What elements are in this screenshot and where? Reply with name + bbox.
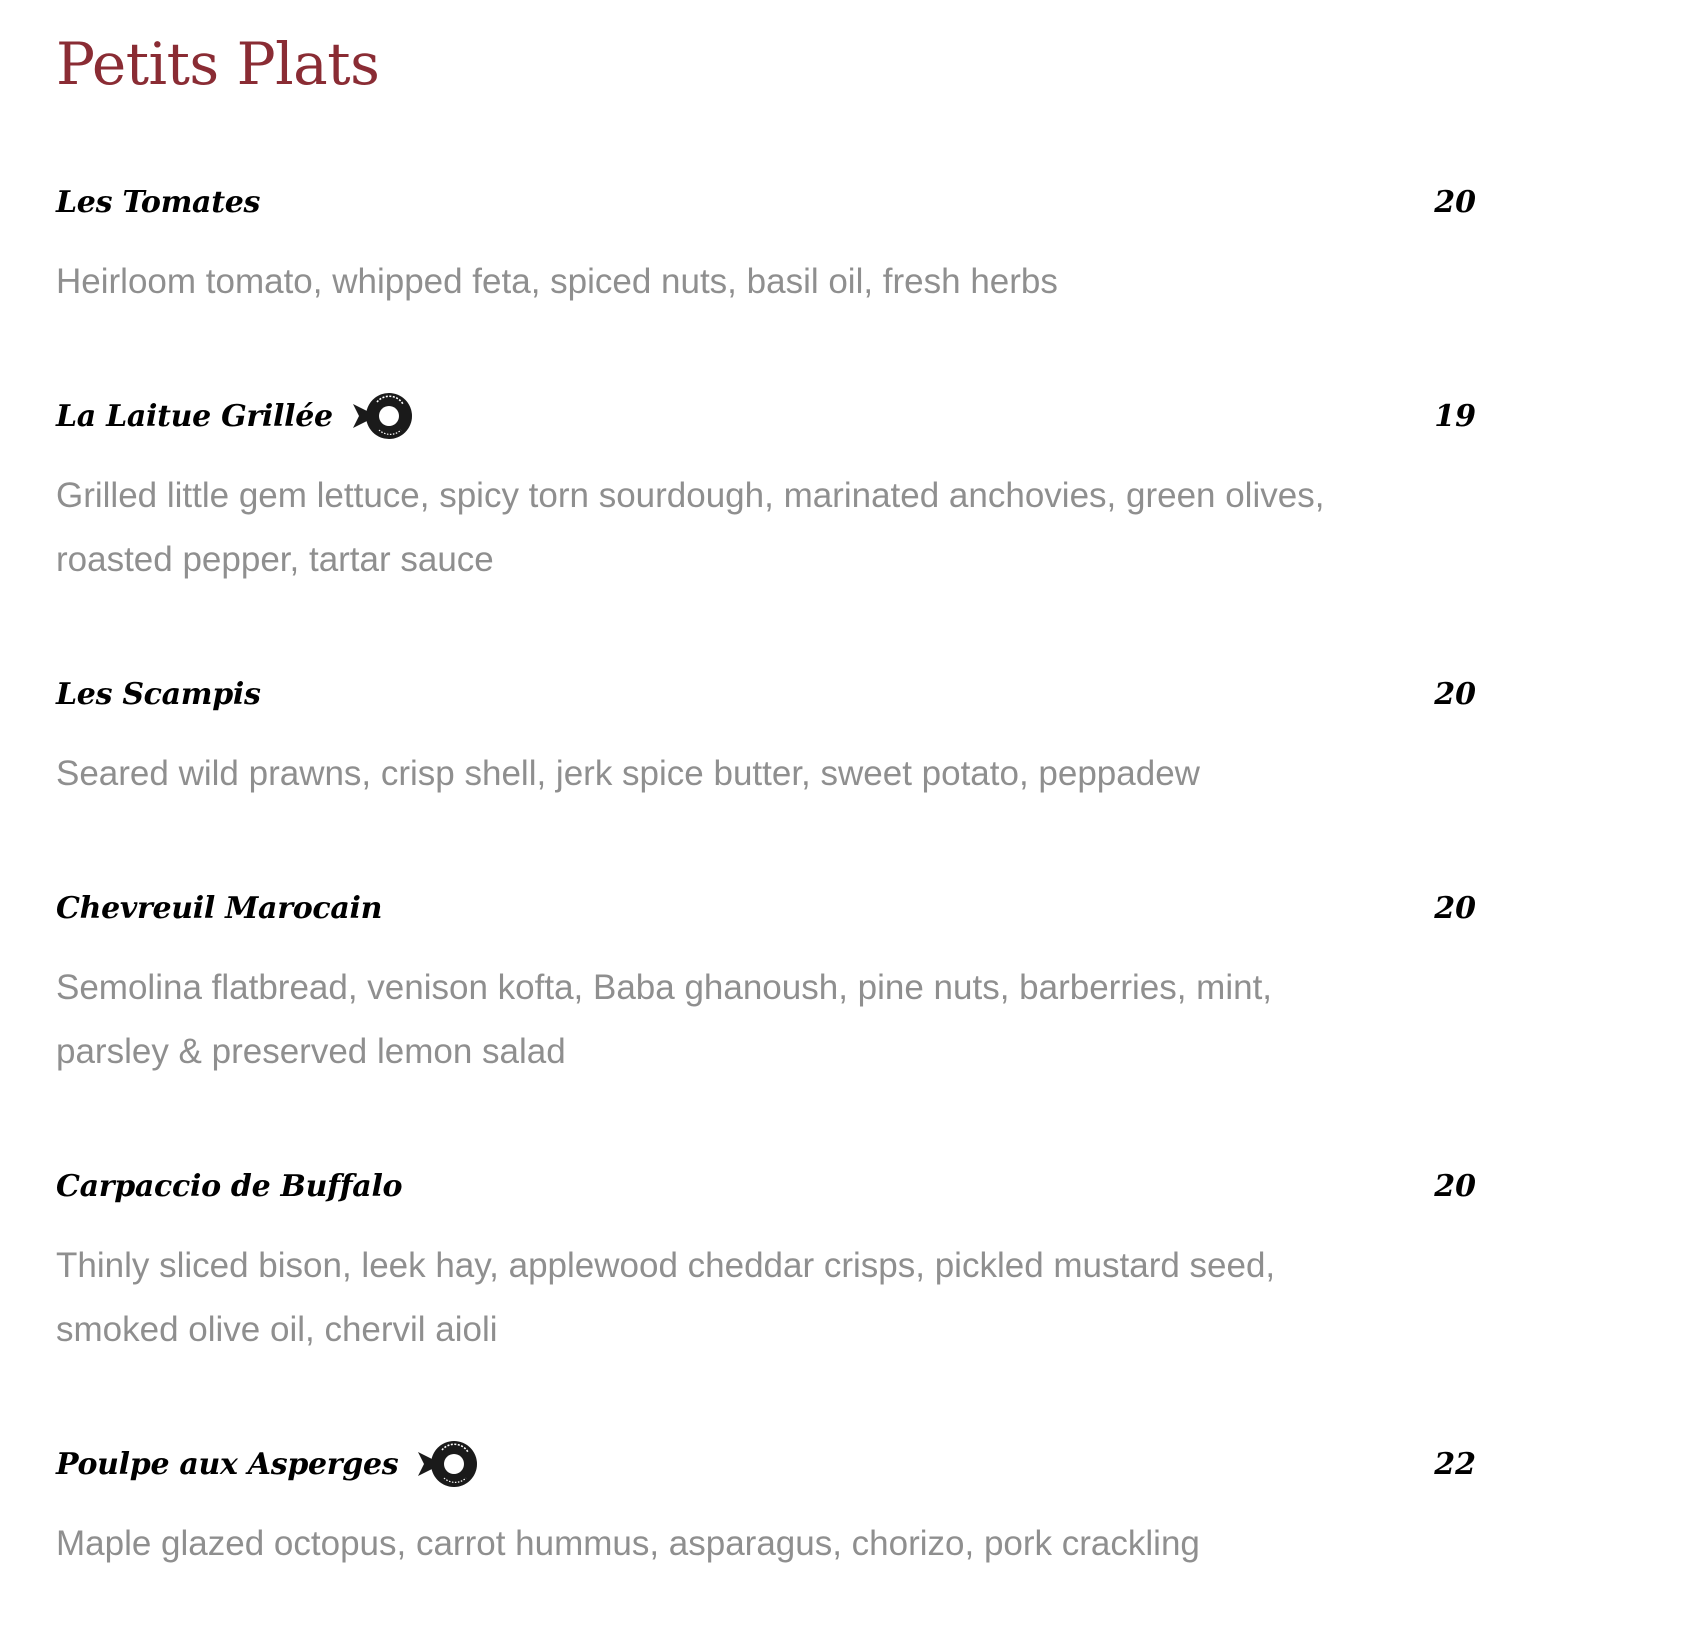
menu-item-header bbox=[56, 666, 1576, 722]
menu-item bbox=[56, 880, 1576, 1084]
menu-item-name: Poulpe aux Asperges bbox=[56, 1446, 399, 1482]
ocean-wise-fish-icon bbox=[351, 390, 413, 442]
menu-item-description: Seared wild prawns, crisp shell, jerk spice butter, sweet potato, peppadew bbox=[56, 754, 1200, 793]
menu-item bbox=[56, 666, 1576, 806]
menu-item-header bbox=[56, 1158, 1576, 1214]
menu-item bbox=[56, 1158, 1576, 1362]
menu-item bbox=[56, 1436, 1576, 1576]
menu-item-header bbox=[56, 880, 1576, 936]
menu-item-price: 20 bbox=[1434, 676, 1476, 712]
menu-item-name-wrap bbox=[56, 1169, 402, 1204]
menu-item-price: 19 bbox=[1434, 398, 1476, 434]
menu-item bbox=[56, 388, 1576, 592]
menu-item-header bbox=[56, 174, 1576, 230]
section-title: Petits Plats bbox=[56, 30, 380, 98]
menu-item-name-wrap bbox=[56, 390, 413, 442]
menu-item-name: Chevreuil Marocain bbox=[56, 890, 383, 926]
menu-item-price: 20 bbox=[1434, 184, 1476, 220]
menu-item-name-wrap bbox=[56, 677, 261, 712]
menu-item-price: 20 bbox=[1434, 1168, 1476, 1204]
menu-item-name: Carpaccio de Buffalo bbox=[56, 1168, 403, 1204]
menu-item-price: 22 bbox=[1434, 1446, 1476, 1482]
menu-item-description: Semolina flatbread, venison kofta, Baba ghanoush, pine nuts, barberries, mint, parsley & preserved lemon salad bbox=[56, 968, 1273, 1071]
menu-item-price: 20 bbox=[1434, 890, 1476, 926]
menu-item-header bbox=[56, 1436, 1576, 1492]
menu-item-name: Les Tomates bbox=[56, 184, 261, 220]
menu-item-description: Heirloom tomato, whipped feta, spiced nuts, basil oil, fresh herbs bbox=[56, 262, 1058, 301]
menu-item-description: Thinly sliced bison, leek hay, applewood cheddar crisps, pickled mustard seed, smoked olive oil, chervil aioli bbox=[56, 1246, 1276, 1349]
menu-item-name-wrap bbox=[56, 185, 260, 220]
menu-item-name-wrap bbox=[56, 1438, 478, 1490]
menu-item-description: Grilled little gem lettuce, spicy torn sourdough, marinated anchovies, green olives, roasted pepper, tartar sauce bbox=[56, 476, 1325, 579]
menu-section bbox=[56, 22, 1576, 1650]
menu-item-name: La Laitue Grillée bbox=[56, 398, 333, 434]
menu-item-name: Les Scampis bbox=[56, 676, 261, 712]
menu-item-description: Maple glazed octopus, carrot hummus, asparagus, chorizo, pork crackling bbox=[56, 1524, 1200, 1563]
menu-items bbox=[56, 174, 1576, 1576]
ocean-wise-fish-icon bbox=[416, 1438, 478, 1490]
menu-item-header bbox=[56, 388, 1576, 444]
menu-item bbox=[56, 174, 1576, 314]
menu-item-name-wrap bbox=[56, 891, 382, 926]
